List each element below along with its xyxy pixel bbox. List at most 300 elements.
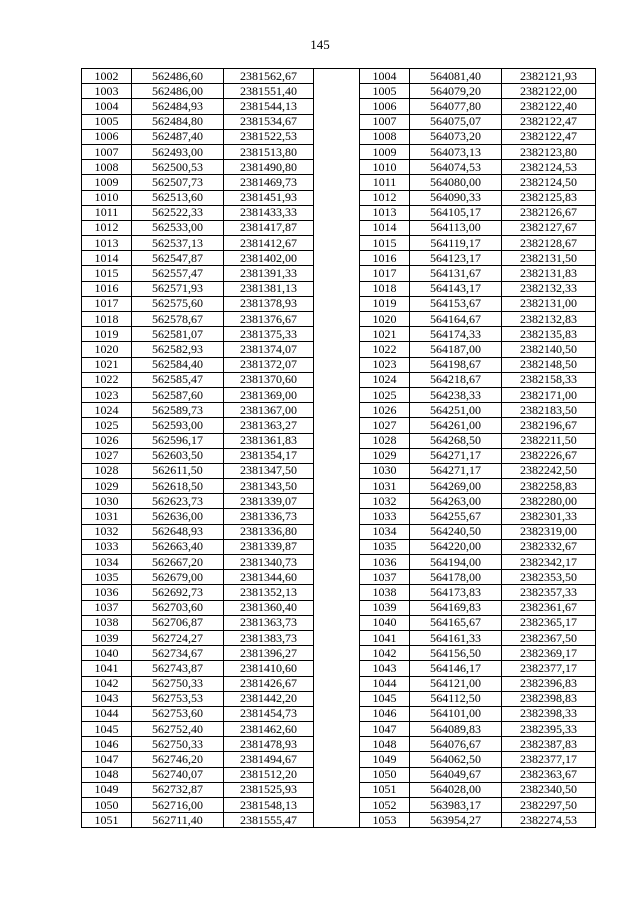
- left-point-id: 1003: [82, 84, 132, 99]
- left-x-coordinate: 562679,00: [132, 570, 224, 585]
- table-row: [82, 479, 596, 494]
- right-x-coordinate: 563954,27: [410, 813, 502, 828]
- right-y-coordinate: 2382196,67: [502, 418, 596, 433]
- left-x-coordinate: 562486,60: [132, 69, 224, 84]
- right-y-coordinate: 2382258,83: [502, 479, 596, 494]
- right-x-coordinate: 564074,53: [410, 160, 502, 175]
- table-row: [82, 798, 596, 813]
- table-row: [82, 281, 596, 296]
- right-x-coordinate: 564165,67: [410, 615, 502, 630]
- right-y-coordinate: 2382274,53: [502, 813, 596, 828]
- left-y-coordinate: 2381339,07: [224, 494, 314, 509]
- left-y-coordinate: 2381454,73: [224, 706, 314, 721]
- right-x-coordinate: 564271,17: [410, 448, 502, 463]
- right-y-coordinate: 2382128,67: [502, 236, 596, 251]
- left-x-coordinate: 562582,93: [132, 342, 224, 357]
- left-x-coordinate: 562487,40: [132, 129, 224, 144]
- left-point-id: 1039: [82, 630, 132, 645]
- table-row: [82, 99, 596, 114]
- right-point-id: 1037: [360, 570, 410, 585]
- table-row: [82, 114, 596, 129]
- left-y-coordinate: 2381551,40: [224, 84, 314, 99]
- left-point-id: 1029: [82, 479, 132, 494]
- right-point-id: 1007: [360, 114, 410, 129]
- left-x-coordinate: 562623,73: [132, 494, 224, 509]
- left-x-coordinate: 562547,87: [132, 251, 224, 266]
- left-x-coordinate: 562740,07: [132, 767, 224, 782]
- right-y-coordinate: 2382242,50: [502, 463, 596, 478]
- right-point-id: 1028: [360, 433, 410, 448]
- left-point-id: 1050: [82, 798, 132, 813]
- right-y-coordinate: 2382387,83: [502, 737, 596, 752]
- right-point-id: 1039: [360, 600, 410, 615]
- right-x-coordinate: 564146,17: [410, 661, 502, 676]
- right-x-coordinate: 564080,00: [410, 175, 502, 190]
- left-x-coordinate: 562571,93: [132, 281, 224, 296]
- table-row: [82, 448, 596, 463]
- right-point-id: 1049: [360, 752, 410, 767]
- table-row: [82, 84, 596, 99]
- left-y-coordinate: 2381396,27: [224, 646, 314, 661]
- right-point-id: 1053: [360, 813, 410, 828]
- left-point-id: 1040: [82, 646, 132, 661]
- right-x-coordinate: 564173,83: [410, 585, 502, 600]
- coordinates-table-body: [82, 69, 596, 828]
- left-point-id: 1005: [82, 114, 132, 129]
- table-row: [82, 312, 596, 327]
- left-y-coordinate: 2381374,07: [224, 342, 314, 357]
- column-separator: [314, 798, 360, 813]
- left-point-id: 1023: [82, 387, 132, 402]
- left-x-coordinate: 562750,33: [132, 676, 224, 691]
- right-y-coordinate: 2382398,33: [502, 706, 596, 721]
- table-row: [82, 266, 596, 281]
- left-y-coordinate: 2381361,83: [224, 433, 314, 448]
- right-y-coordinate: 2382377,17: [502, 752, 596, 767]
- column-separator: [314, 600, 360, 615]
- right-x-coordinate: 564112,50: [410, 691, 502, 706]
- left-point-id: 1021: [82, 357, 132, 372]
- right-x-coordinate: 564268,50: [410, 433, 502, 448]
- right-y-coordinate: 2382367,50: [502, 630, 596, 645]
- column-separator: [314, 630, 360, 645]
- right-x-coordinate: 564090,33: [410, 190, 502, 205]
- left-point-id: 1026: [82, 433, 132, 448]
- column-separator: [314, 706, 360, 721]
- column-separator: [314, 357, 360, 372]
- left-y-coordinate: 2381412,67: [224, 236, 314, 251]
- column-separator: [314, 144, 360, 159]
- left-x-coordinate: 562611,50: [132, 463, 224, 478]
- left-x-coordinate: 562716,00: [132, 798, 224, 813]
- right-x-coordinate: 564081,40: [410, 69, 502, 84]
- right-x-coordinate: 564269,00: [410, 479, 502, 494]
- right-x-coordinate: 564119,17: [410, 236, 502, 251]
- left-point-id: 1008: [82, 160, 132, 175]
- right-y-coordinate: 2382125,83: [502, 190, 596, 205]
- right-y-coordinate: 2382122,00: [502, 84, 596, 99]
- left-y-coordinate: 2381391,33: [224, 266, 314, 281]
- right-point-id: 1030: [360, 463, 410, 478]
- right-point-id: 1021: [360, 327, 410, 342]
- left-y-coordinate: 2381369,00: [224, 387, 314, 402]
- right-x-coordinate: 564062,50: [410, 752, 502, 767]
- column-separator: [314, 782, 360, 797]
- left-y-coordinate: 2381417,87: [224, 220, 314, 235]
- coordinates-table: [81, 68, 596, 828]
- table-row: [82, 418, 596, 433]
- right-y-coordinate: 2382297,50: [502, 798, 596, 813]
- table-row: [82, 661, 596, 676]
- right-point-id: 1042: [360, 646, 410, 661]
- right-y-coordinate: 2382122,47: [502, 114, 596, 129]
- right-point-id: 1034: [360, 524, 410, 539]
- right-point-id: 1035: [360, 539, 410, 554]
- column-separator: [314, 236, 360, 251]
- left-point-id: 1037: [82, 600, 132, 615]
- table-row: [82, 463, 596, 478]
- column-separator: [314, 509, 360, 524]
- right-x-coordinate: 564073,13: [410, 144, 502, 159]
- column-separator: [314, 84, 360, 99]
- column-separator: [314, 99, 360, 114]
- left-y-coordinate: 2381347,50: [224, 463, 314, 478]
- right-point-id: 1019: [360, 296, 410, 311]
- right-y-coordinate: 2382353,50: [502, 570, 596, 585]
- left-point-id: 1010: [82, 190, 132, 205]
- right-point-id: 1020: [360, 312, 410, 327]
- left-x-coordinate: 562636,00: [132, 509, 224, 524]
- right-x-coordinate: 564105,17: [410, 205, 502, 220]
- left-point-id: 1019: [82, 327, 132, 342]
- right-y-coordinate: 2382124,50: [502, 175, 596, 190]
- right-point-id: 1024: [360, 372, 410, 387]
- left-y-coordinate: 2381363,27: [224, 418, 314, 433]
- left-x-coordinate: 562618,50: [132, 479, 224, 494]
- right-y-coordinate: 2382122,40: [502, 99, 596, 114]
- column-separator: [314, 463, 360, 478]
- right-x-coordinate: 564218,67: [410, 372, 502, 387]
- table-row: [82, 190, 596, 205]
- table-row: [82, 342, 596, 357]
- left-point-id: 1027: [82, 448, 132, 463]
- column-separator: [314, 691, 360, 706]
- column-separator: [314, 281, 360, 296]
- right-x-coordinate: 564077,80: [410, 99, 502, 114]
- right-y-coordinate: 2382123,80: [502, 144, 596, 159]
- right-y-coordinate: 2382211,50: [502, 433, 596, 448]
- right-y-coordinate: 2382124,53: [502, 160, 596, 175]
- table-row: [82, 752, 596, 767]
- left-y-coordinate: 2381383,73: [224, 630, 314, 645]
- right-y-coordinate: 2382131,83: [502, 266, 596, 281]
- right-point-id: 1016: [360, 251, 410, 266]
- left-point-id: 1002: [82, 69, 132, 84]
- table-row: [82, 69, 596, 84]
- right-point-id: 1040: [360, 615, 410, 630]
- right-point-id: 1011: [360, 175, 410, 190]
- table-row: [82, 251, 596, 266]
- right-x-coordinate: 564251,00: [410, 403, 502, 418]
- right-x-coordinate: 564028,00: [410, 782, 502, 797]
- column-separator: [314, 570, 360, 585]
- right-point-id: 1048: [360, 737, 410, 752]
- right-y-coordinate: 2382369,17: [502, 646, 596, 661]
- column-separator: [314, 220, 360, 235]
- left-point-id: 1044: [82, 706, 132, 721]
- table-row: [82, 357, 596, 372]
- left-y-coordinate: 2381376,67: [224, 312, 314, 327]
- column-separator: [314, 615, 360, 630]
- right-point-id: 1033: [360, 509, 410, 524]
- left-y-coordinate: 2381442,20: [224, 691, 314, 706]
- right-point-id: 1041: [360, 630, 410, 645]
- table-row: [82, 327, 596, 342]
- left-y-coordinate: 2381410,60: [224, 661, 314, 676]
- left-point-id: 1041: [82, 661, 132, 676]
- left-x-coordinate: 562692,73: [132, 585, 224, 600]
- left-y-coordinate: 2381494,67: [224, 752, 314, 767]
- table-row: [82, 615, 596, 630]
- left-point-id: 1045: [82, 722, 132, 737]
- left-x-coordinate: 562589,73: [132, 403, 224, 418]
- left-x-coordinate: 562753,53: [132, 691, 224, 706]
- left-point-id: 1004: [82, 99, 132, 114]
- left-y-coordinate: 2381340,73: [224, 555, 314, 570]
- left-point-id: 1034: [82, 555, 132, 570]
- left-point-id: 1033: [82, 539, 132, 554]
- left-point-id: 1031: [82, 509, 132, 524]
- right-y-coordinate: 2382365,17: [502, 615, 596, 630]
- right-x-coordinate: 564075,07: [410, 114, 502, 129]
- left-x-coordinate: 562753,60: [132, 706, 224, 721]
- left-x-coordinate: 562581,07: [132, 327, 224, 342]
- left-point-id: 1049: [82, 782, 132, 797]
- left-point-id: 1038: [82, 615, 132, 630]
- right-point-id: 1010: [360, 160, 410, 175]
- right-point-id: 1026: [360, 403, 410, 418]
- left-x-coordinate: 562750,33: [132, 737, 224, 752]
- left-x-coordinate: 562500,53: [132, 160, 224, 175]
- column-separator: [314, 539, 360, 554]
- right-point-id: 1015: [360, 236, 410, 251]
- left-y-coordinate: 2381344,60: [224, 570, 314, 585]
- right-x-coordinate: 564153,67: [410, 296, 502, 311]
- left-x-coordinate: 562575,60: [132, 296, 224, 311]
- table-row: [82, 129, 596, 144]
- left-point-id: 1043: [82, 691, 132, 706]
- right-x-coordinate: 564255,67: [410, 509, 502, 524]
- column-separator: [314, 342, 360, 357]
- right-point-id: 1009: [360, 144, 410, 159]
- left-x-coordinate: 562537,13: [132, 236, 224, 251]
- right-x-coordinate: 564101,00: [410, 706, 502, 721]
- right-point-id: 1031: [360, 479, 410, 494]
- right-point-id: 1038: [360, 585, 410, 600]
- right-x-coordinate: 564076,67: [410, 737, 502, 752]
- right-y-coordinate: 2382357,33: [502, 585, 596, 600]
- left-point-id: 1025: [82, 418, 132, 433]
- table-row: [82, 767, 596, 782]
- right-y-coordinate: 2382127,67: [502, 220, 596, 235]
- column-separator: [314, 327, 360, 342]
- right-point-id: 1046: [360, 706, 410, 721]
- left-y-coordinate: 2381336,80: [224, 524, 314, 539]
- right-x-coordinate: 564164,67: [410, 312, 502, 327]
- left-x-coordinate: 562706,87: [132, 615, 224, 630]
- right-point-id: 1032: [360, 494, 410, 509]
- right-point-id: 1045: [360, 691, 410, 706]
- right-x-coordinate: 564156,50: [410, 646, 502, 661]
- left-point-id: 1012: [82, 220, 132, 235]
- right-x-coordinate: 564187,00: [410, 342, 502, 357]
- column-separator: [314, 296, 360, 311]
- table-row: [82, 144, 596, 159]
- right-x-coordinate: 563983,17: [410, 798, 502, 813]
- table-row: [82, 782, 596, 797]
- left-y-coordinate: 2381375,33: [224, 327, 314, 342]
- left-y-coordinate: 2381336,73: [224, 509, 314, 524]
- left-x-coordinate: 562484,93: [132, 99, 224, 114]
- right-point-id: 1043: [360, 661, 410, 676]
- table-row: [82, 722, 596, 737]
- column-separator: [314, 403, 360, 418]
- table-row: [82, 691, 596, 706]
- right-point-id: 1022: [360, 342, 410, 357]
- left-x-coordinate: 562734,67: [132, 646, 224, 661]
- right-point-id: 1013: [360, 205, 410, 220]
- right-point-id: 1050: [360, 767, 410, 782]
- left-x-coordinate: 562587,60: [132, 387, 224, 402]
- column-separator: [314, 661, 360, 676]
- right-point-id: 1008: [360, 129, 410, 144]
- right-y-coordinate: 2382122,47: [502, 129, 596, 144]
- left-y-coordinate: 2381360,40: [224, 600, 314, 615]
- left-point-id: 1030: [82, 494, 132, 509]
- left-point-id: 1017: [82, 296, 132, 311]
- right-x-coordinate: 564113,00: [410, 220, 502, 235]
- left-y-coordinate: 2381525,93: [224, 782, 314, 797]
- left-y-coordinate: 2381354,17: [224, 448, 314, 463]
- column-separator: [314, 448, 360, 463]
- left-x-coordinate: 562557,47: [132, 266, 224, 281]
- right-point-id: 1017: [360, 266, 410, 281]
- column-separator: [314, 479, 360, 494]
- table-row: [82, 555, 596, 570]
- left-y-coordinate: 2381426,67: [224, 676, 314, 691]
- table-row: [82, 646, 596, 661]
- column-separator: [314, 524, 360, 539]
- left-point-id: 1014: [82, 251, 132, 266]
- right-x-coordinate: 564263,00: [410, 494, 502, 509]
- left-y-coordinate: 2381534,67: [224, 114, 314, 129]
- left-x-coordinate: 562711,40: [132, 813, 224, 828]
- left-x-coordinate: 562648,93: [132, 524, 224, 539]
- right-y-coordinate: 2382363,67: [502, 767, 596, 782]
- table-row: [82, 220, 596, 235]
- right-point-id: 1029: [360, 448, 410, 463]
- left-y-coordinate: 2381370,60: [224, 372, 314, 387]
- left-x-coordinate: 562752,40: [132, 722, 224, 737]
- table-row: [82, 570, 596, 585]
- right-x-coordinate: 564198,67: [410, 357, 502, 372]
- left-y-coordinate: 2381363,73: [224, 615, 314, 630]
- table-row: [82, 387, 596, 402]
- right-x-coordinate: 564073,20: [410, 129, 502, 144]
- left-y-coordinate: 2381462,60: [224, 722, 314, 737]
- right-y-coordinate: 2382140,50: [502, 342, 596, 357]
- left-x-coordinate: 562513,60: [132, 190, 224, 205]
- left-x-coordinate: 562493,00: [132, 144, 224, 159]
- left-point-id: 1051: [82, 813, 132, 828]
- table-row: [82, 433, 596, 448]
- right-x-coordinate: 564161,33: [410, 630, 502, 645]
- column-separator: [314, 114, 360, 129]
- table-row: [82, 205, 596, 220]
- left-x-coordinate: 562578,67: [132, 312, 224, 327]
- right-point-id: 1051: [360, 782, 410, 797]
- right-x-coordinate: 564143,17: [410, 281, 502, 296]
- column-separator: [314, 387, 360, 402]
- left-point-id: 1007: [82, 144, 132, 159]
- column-separator: [314, 433, 360, 448]
- column-separator: [314, 190, 360, 205]
- right-y-coordinate: 2382342,17: [502, 555, 596, 570]
- left-x-coordinate: 562746,20: [132, 752, 224, 767]
- right-point-id: 1052: [360, 798, 410, 813]
- right-y-coordinate: 2382361,67: [502, 600, 596, 615]
- right-y-coordinate: 2382132,83: [502, 312, 596, 327]
- right-y-coordinate: 2382171,00: [502, 387, 596, 402]
- right-x-coordinate: 564079,20: [410, 84, 502, 99]
- column-separator: [314, 767, 360, 782]
- right-y-coordinate: 2382131,00: [502, 296, 596, 311]
- right-y-coordinate: 2382280,00: [502, 494, 596, 509]
- right-y-coordinate: 2382135,83: [502, 327, 596, 342]
- column-separator: [314, 175, 360, 190]
- left-y-coordinate: 2381562,67: [224, 69, 314, 84]
- left-x-coordinate: 562743,87: [132, 661, 224, 676]
- left-point-id: 1028: [82, 463, 132, 478]
- left-x-coordinate: 562596,17: [132, 433, 224, 448]
- left-point-id: 1018: [82, 312, 132, 327]
- left-point-id: 1013: [82, 236, 132, 251]
- left-y-coordinate: 2381522,53: [224, 129, 314, 144]
- left-x-coordinate: 562724,27: [132, 630, 224, 645]
- column-separator: [314, 418, 360, 433]
- column-separator: [314, 129, 360, 144]
- table-row: [82, 524, 596, 539]
- left-y-coordinate: 2381381,13: [224, 281, 314, 296]
- column-separator: [314, 205, 360, 220]
- column-separator: [314, 160, 360, 175]
- right-point-id: 1006: [360, 99, 410, 114]
- left-x-coordinate: 562507,73: [132, 175, 224, 190]
- right-point-id: 1018: [360, 281, 410, 296]
- right-x-coordinate: 564123,17: [410, 251, 502, 266]
- left-point-id: 1006: [82, 129, 132, 144]
- right-x-coordinate: 564174,33: [410, 327, 502, 342]
- left-y-coordinate: 2381372,07: [224, 357, 314, 372]
- right-x-coordinate: 564261,00: [410, 418, 502, 433]
- right-x-coordinate: 564121,00: [410, 676, 502, 691]
- column-separator: [314, 69, 360, 84]
- column-separator: [314, 266, 360, 281]
- right-y-coordinate: 2382340,50: [502, 782, 596, 797]
- left-y-coordinate: 2381548,13: [224, 798, 314, 813]
- left-point-id: 1042: [82, 676, 132, 691]
- table-row: [82, 296, 596, 311]
